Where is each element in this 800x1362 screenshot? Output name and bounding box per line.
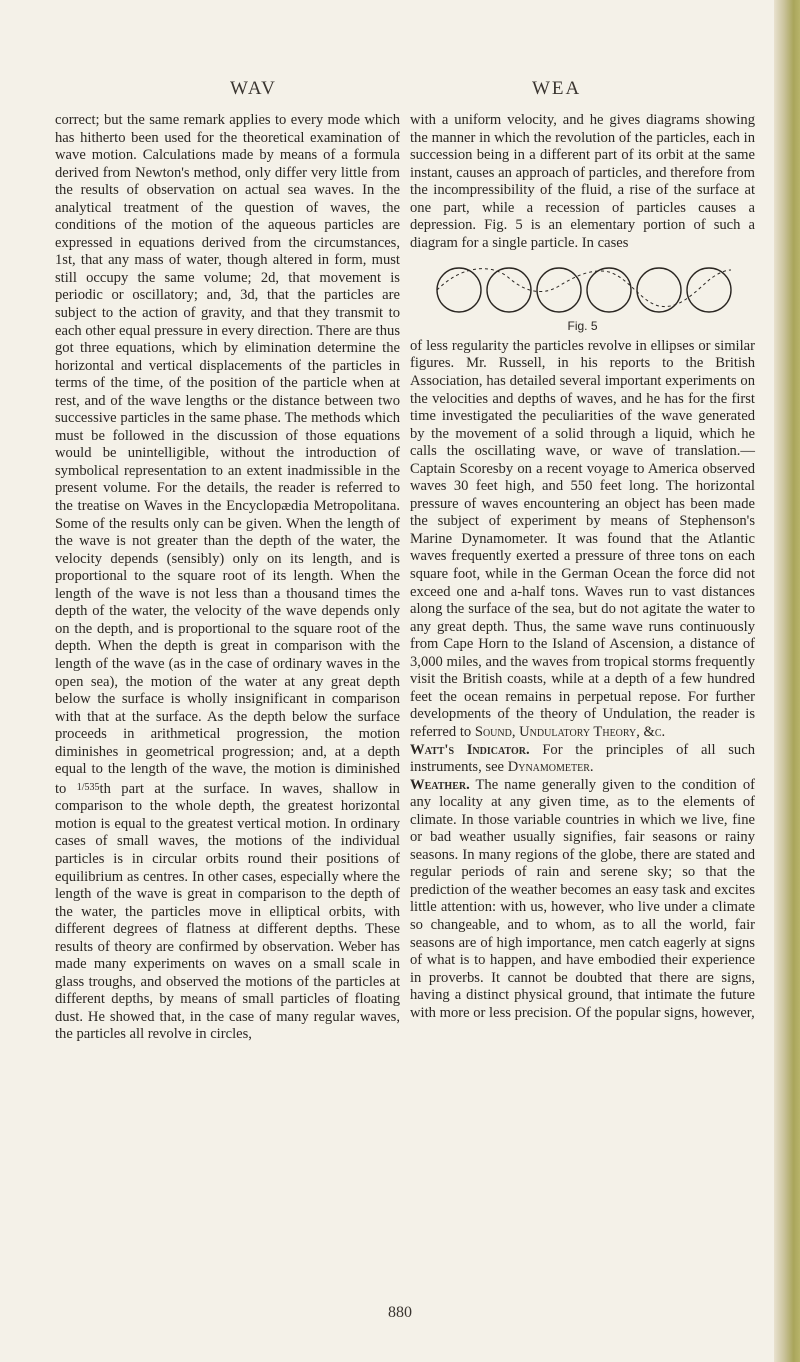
entry-text-weather: The name generally given to the condition of any locality at any given time, as to the elements of climate. In those variable countries in which we live, fine or bad weather usually signifies, fair seasons or rainy seasons. In many regions of the globe, there are stated and regular periods of rain and serene sky; so that the prediction of the weather becomes an easy task and excites little attention: with us, however, who live under a climate so changeable, and to whom, as to all the world, fair seasons are of high importance, men catch eagerly at signs of what is to happen, and have embodied their experience in proverbs. It cannot be doubted that there are signs, having a distinct physical ground, that intimate the future with more or less precision. Of the popular signs, however,: [410, 776, 755, 1021]
figure-5: [410, 262, 755, 336]
cross-reference-sound: Sound, Undulatory Theory, &c.: [474, 723, 666, 740]
entry-text-watts-indicator: For the principles of all such instruments, see: [410, 741, 756, 776]
right-text-after-figure: [410, 338, 755, 742]
right-text-before-figure: with a uniform velocity, and he gives diagrams showing the manner in which the revolution of the particles, each in succession being in a different part of its orbit at the same instant, causes an approach of particles, and therefore from the incompressibility of the fluid, a rise of the surface at one part, while a recession of particles causes a depression. Fig. 5 is an elementary portion of such a diagram for a single particle. In cases: [410, 112, 755, 251]
entry-watts-indicator: [410, 742, 755, 777]
running-header: [0, 78, 800, 108]
left-text-part1: correct; but the same remark applies to every mode which has hitherto been used for the theoretical examination of wave motion. Calculations made by means of a formula derived from Newton's method, only differ very little from the results of observation on actual sea waves. In the analytical treatment of the question of waves, the conditions of the motion of the aqueous particles are expressed in equations derived from the circumstances, 1st, that any mass of water, though altered in form, must still occupy the same volume; 2d, that movement is periodic or oscillatory; and, 3d, that the particles are subject to the action of gravity, and that they transmit to each other equal pressure in every direction. There are thus got three equations, which by elimination determine the horizontal and vertical displacements of the particles in terms of the time, of the position of the particle when at rest, and of the wave lengths or the distance between two successive particles in the same phase. The methods which must be followed in the discussion of those equations would be unintelligible, without the introduction of symbolical representation to an extent inadmissible in the present volume. For the details, the reader is referred to the treatise on Waves in the Encyclopædia Metropolitana. Some of the results only can be given. When the length of the wave is not greater than the depth of the water, the velocity depends (sensibly) only on its length, and is proportional to the square root of its length. When the length of the wave is not less than a thousand times the depth of the water, the velocity of the wave depends only on the depth, and is proportional to the square root of the depth. When the depth is great in comparison with the length of the wave (as in the case of ordinary waves in the open sea), the motion of the water at any great depth below the surface is wholly insignificant in comparison with that at the surface. As the depth below the surface proceeds in arithmetical progression, the motion diminishes in geometrical progression; and, at a depth equal to the length of the wave, the motion is diminished to: [55, 112, 400, 797]
orbit-circle-2: [487, 268, 531, 312]
orbit-circle-3: [537, 268, 581, 312]
page-edge-shadow: [774, 0, 800, 1362]
wave-orbit-diagram: [433, 262, 733, 316]
orbit-circle-4: [587, 268, 631, 312]
entry-headword-watts-indicator: Watt's Indicator.: [410, 741, 530, 758]
header-right-guideword: WEA: [532, 78, 582, 99]
entry-weather: [410, 777, 755, 1023]
entry-headword-weather: Weather.: [410, 776, 470, 793]
fraction: 1/535: [76, 781, 100, 793]
right-text-main: of less regularity the particles revolve in ellipses or similar figures. Mr. Russell, in his reports to the British Association, has detailed several important experiments on the velocities and depths of waves, and he has for the first time investigated the peculiarities of the wave generated by the movement of a solid through a liquid, which he calls the oscillating wave, or wave of translation.—Captain Scoresby on a recent voyage to America observed waves 30 feet high, and 550 feet long. The horizontal pressure of waves encountering an object has been made the subject of experiment by means of Stephenson's Marine Dynamometer. It was found that the Atlantic waves frequently exerted a pressure of three tons on each square foot, while in the German Ocean the force did not exceed one and a-half tons. Waves run to vast distances along the surface of the sea, but do not agitate the water to any great depth. Thus, the same wave runs continuously from Cape Horn to the Island of Ascension, a distance of 3,000 miles, and the waves from tropical storms frequently visit the British coasts, while at a depth of a few hundred feet the ocean remains in perpetual repose. For further developments of the theory of Undulation, the reader is referred to: [410, 337, 755, 740]
figure-caption: Fig. 5: [567, 319, 598, 334]
left-text-part2: th part at the surface. In waves, shallow in comparison to the whole depth, the greatest horizontal motion is equal to the greatest vertical motion. In ordinary cases of small waves, the motions of the individual particles is in circular orbits round their positions of equilibrium as centres. In other cases, especially where the length of the wave is great in comparison to the depth of the water, the particles move in elliptical orbits, with different degrees of flatness at different depths. These results of theory are confirmed by observation. Weber has made many experiments on waves on a small scale in glass troughs, and observed the motions of the particles at different depths, by means of small particles of floating dust. He showed that, in the case of many regular waves, the particles all revolve in circles,: [55, 780, 400, 1043]
left-column-text: [55, 112, 400, 1044]
right-column: [410, 112, 755, 1022]
left-column: [55, 112, 400, 1044]
page-number: 880: [388, 1304, 412, 1321]
cross-reference-dynamometer: Dynamometer.: [507, 759, 594, 776]
orbit-circle-6: [687, 268, 731, 312]
header-left-guideword: WAV: [230, 78, 277, 99]
